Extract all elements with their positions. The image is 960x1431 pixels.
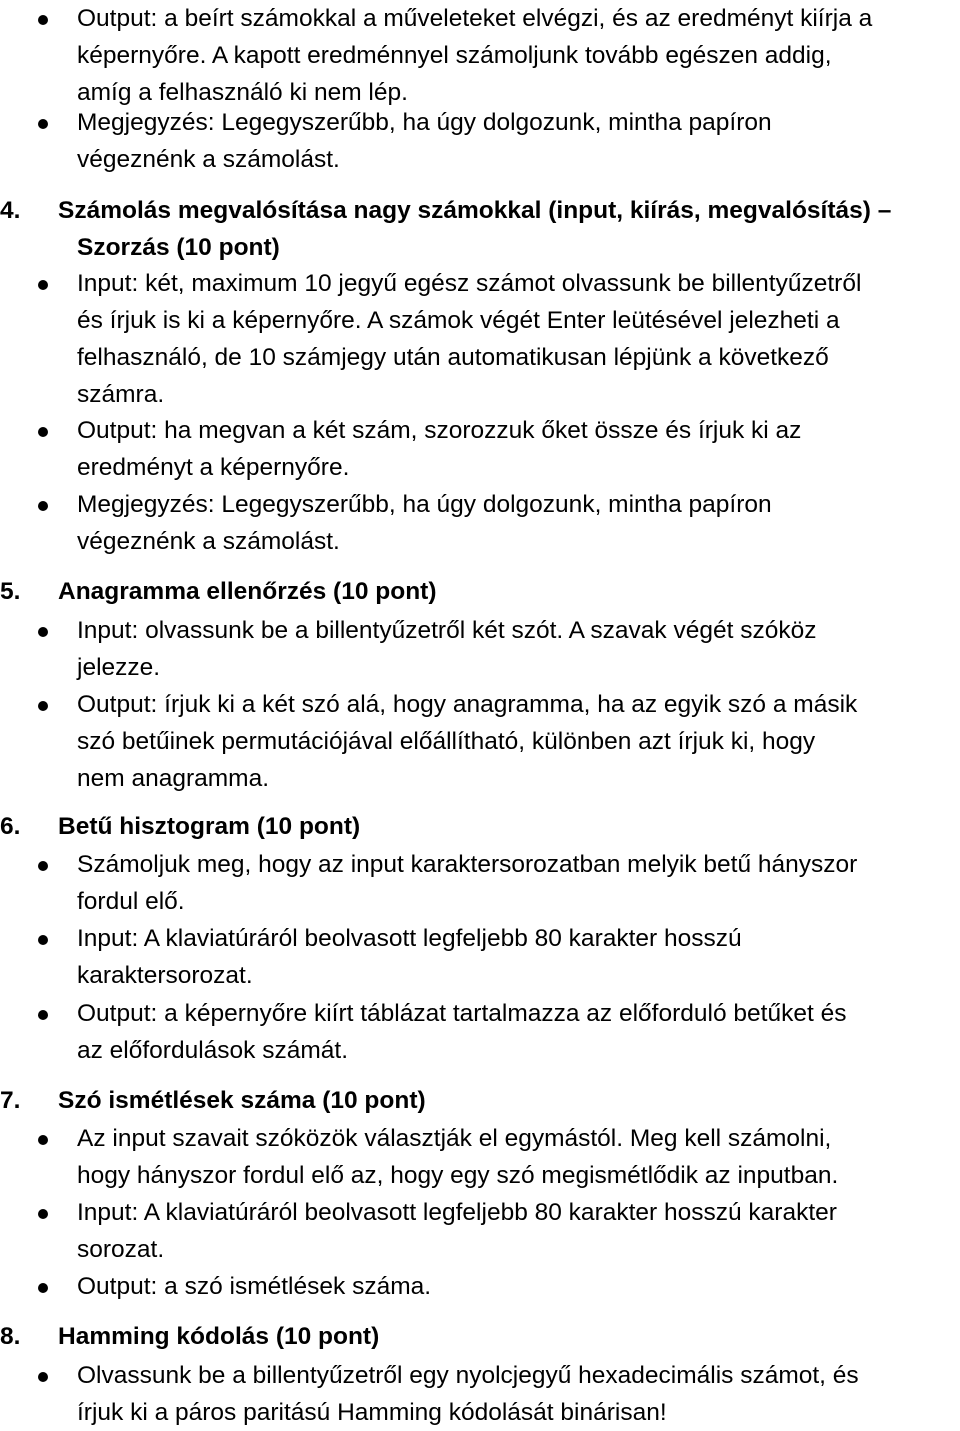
bullet-text-line: és írjuk is ki a képernyőre. A számok végét Enter leütésével jelezheti a [77, 307, 840, 334]
bullet-icon [38, 427, 48, 437]
bullet-icon [38, 935, 48, 945]
bullet-icon [38, 1283, 48, 1293]
section-number: 6. [0, 813, 21, 840]
bullet-text-line: számra. [77, 381, 165, 408]
bullet-text-line: hogy hányszor fordul elő az, hogy egy szó megismétlődik az inputban. [77, 1162, 839, 1189]
bullet-icon [38, 861, 48, 871]
bullet-icon [38, 501, 48, 511]
bullet-text-line: Olvassunk be a billentyűzetről egy nyolcjegyű hexadecimális számot, és [77, 1362, 859, 1389]
bullet-text-line: Az input szavait szóközök választják el egymástól. Meg kell számolni, [77, 1125, 832, 1152]
bullet-text-line: Számoljuk meg, hogy az input karaktersorozatban melyik betű hányszor [77, 851, 858, 878]
bullet-text-line: felhasználó, de 10 számjegy után automatikusan lépjünk a következő [77, 344, 829, 371]
bullet-text-line: eredményt a képernyőre. [77, 454, 350, 481]
bullet-text-line: sorozat. [77, 1236, 165, 1263]
bullet-icon [38, 15, 48, 25]
bullet-text-line: végeznénk a számolást. [77, 146, 340, 173]
section-heading: Szó ismétlések száma (10 pont) [58, 1087, 426, 1114]
bullet-text-line: Megjegyzés: Legegyszerűbb, ha úgy dolgozunk, mintha papíron [77, 109, 772, 136]
bullet-text-line: Input: A klaviatúráról beolvasott legfeljebb 80 karakter hosszú [77, 925, 742, 952]
section-heading: Betű hisztogram (10 pont) [58, 813, 361, 840]
bullet-text-line: Output: a képernyőre kiírt táblázat tartalmazza az előforduló betűket és [77, 1000, 847, 1027]
section-number: 7. [0, 1087, 21, 1114]
bullet-text-line: jelezze. [77, 654, 161, 681]
bullet-icon [38, 701, 48, 711]
bullet-text-line: Input: két, maximum 10 jegyű egész számot olvassunk be billentyűzetről [77, 270, 862, 297]
bullet-text-line: Input: olvassunk be a billentyűzetről két szót. A szavak végét szóköz [77, 617, 817, 644]
bullet-icon [38, 1010, 48, 1020]
bullet-text-line: írjuk ki a páros paritású Hamming kódolását binárisan! [77, 1399, 667, 1426]
bullet-text-line: karaktersorozat. [77, 962, 253, 989]
section-heading: Anagramma ellenőrzés (10 pont) [58, 578, 437, 605]
section-heading: Szorzás (10 pont) [77, 234, 280, 261]
bullet-icon [38, 119, 48, 129]
bullet-icon [38, 1372, 48, 1382]
section-number: 5. [0, 578, 21, 605]
section-number: 8. [0, 1323, 21, 1350]
bullet-icon [38, 627, 48, 637]
bullet-text-line: végeznénk a számolást. [77, 528, 340, 555]
bullet-text-line: Output: írjuk ki a két szó alá, hogy anagramma, ha az egyik szó a másik [77, 691, 858, 718]
bullet-text-line: az előfordulások számát. [77, 1037, 348, 1064]
section-number: 4. [0, 197, 21, 224]
bullet-text-line: Output: a beírt számokkal a műveleteket elvégzi, és az eredményt kiírja a [77, 5, 873, 32]
bullet-text-line: képernyőre. A kapott eredménnyel számoljunk tovább egészen addig, [77, 42, 832, 69]
bullet-text-line: Megjegyzés: Legegyszerűbb, ha úgy dolgozunk, mintha papíron [77, 491, 772, 518]
bullet-text-line: Input: A klaviatúráról beolvasott legfeljebb 80 karakter hosszú karakter [77, 1199, 837, 1226]
bullet-text-line: Output: ha megvan a két szám, szorozzuk őket össze és írjuk ki az [77, 417, 802, 444]
bullet-icon [38, 1135, 48, 1145]
bullet-text-line: amíg a felhasználó ki nem lép. [77, 79, 408, 106]
bullet-text-line: szó betűinek permutációjával előállítható, különben azt írjuk ki, hogy [77, 728, 816, 755]
bullet-text-line: fordul elő. [77, 888, 185, 915]
section-heading: Számolás megvalósítása nagy számokkal (input, kiírás, megvalósítás) – [58, 197, 892, 224]
bullet-text-line: Output: a szó ismétlések száma. [77, 1273, 432, 1300]
section-heading: Hamming kódolás (10 pont) [58, 1323, 380, 1350]
bullet-text-line: nem anagramma. [77, 765, 270, 792]
bullet-icon [38, 280, 48, 290]
bullet-icon [38, 1209, 48, 1219]
